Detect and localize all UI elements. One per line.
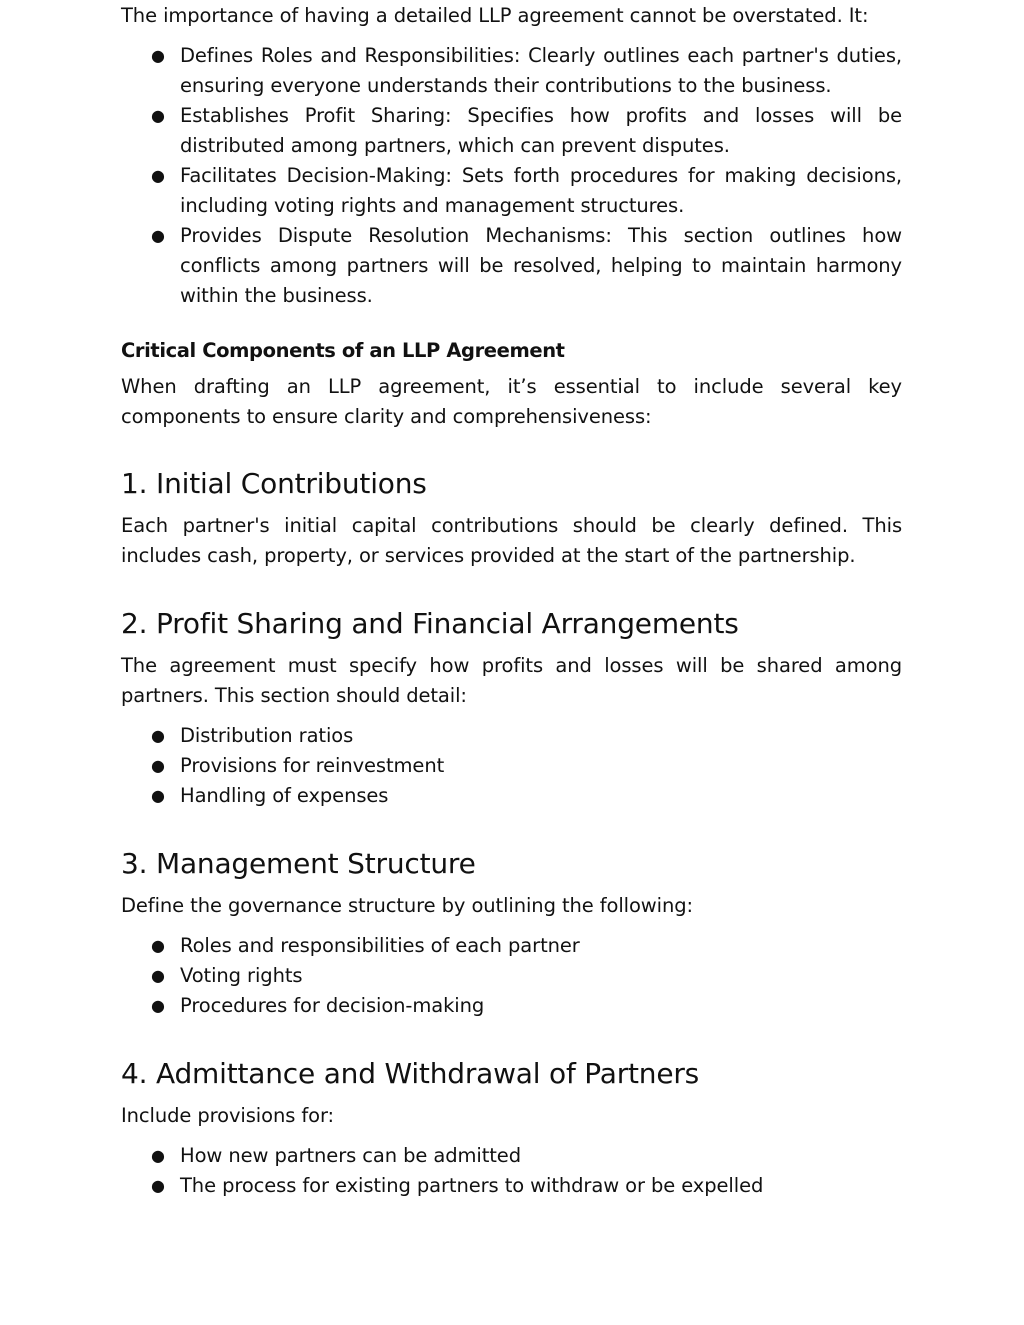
list-item-text: Provides Dispute Resolution Mechanisms: This section outlines how conflicts among partners will be resolved, helping to maintain harmony within the business. <box>180 224 902 307</box>
critical-components-heading: Critical Components of an LLP Agreement <box>121 339 565 362</box>
section-paragraph-admittance-withdrawal: Include provisions for: <box>121 1104 335 1127</box>
bullet-icon: ● <box>151 936 165 955</box>
section-paragraph-management-structure: Define the governance structure by outlining the following: <box>121 894 693 917</box>
section-heading-initial-contributions: 1. Initial Contributions <box>121 467 427 500</box>
list-item-text: Establishes Profit Sharing: Specifies how profits and losses will be distributed among partners, which can prevent disputes. <box>180 104 902 157</box>
list-item <box>121 41 902 101</box>
list-item-text: How new partners can be admitted <box>180 1144 521 1167</box>
list-item-text: Voting rights <box>180 964 303 987</box>
management-structure-list <box>121 931 902 1021</box>
importance-list <box>121 41 902 311</box>
bullet-icon: ● <box>151 996 165 1015</box>
list-item-text: Provisions for reinvestment <box>180 754 445 777</box>
section-heading-profit-sharing: 2. Profit Sharing and Financial Arrangements <box>121 607 739 640</box>
bullet-icon: ● <box>151 166 165 185</box>
section-paragraph-profit-sharing: The agreement must specify how profits and losses will be shared among partners. This section should detail: <box>121 654 902 707</box>
list-item <box>121 1171 902 1201</box>
list-item-text: Facilitates Decision-Making: Sets forth procedures for making decisions, including voting rights and management structures. <box>180 164 902 217</box>
list-item <box>121 751 902 781</box>
intro-paragraph: The importance of having a detailed LLP agreement cannot be overstated. It: <box>121 4 869 27</box>
section-paragraph-initial-contributions: Each partner's initial capital contributions should be clearly defined. This includes cash, property, or services provided at the start of the partnership. <box>121 514 902 567</box>
critical-components-paragraph: When drafting an LLP agreement, it’s essential to include several key components to ensure clarity and comprehensiveness: <box>121 375 902 428</box>
bullet-icon: ● <box>151 1146 165 1165</box>
list-item <box>121 991 902 1021</box>
list-item <box>121 221 902 311</box>
list-item-text: Defines Roles and Responsibilities: Clearly outlines each partner's duties, ensuring everyone understands their contributions to the business. <box>180 44 902 97</box>
list-item <box>121 161 902 221</box>
list-item-text: Procedures for decision-making <box>180 994 485 1017</box>
list-item <box>121 781 902 811</box>
list-item <box>121 721 902 751</box>
list-item <box>121 961 902 991</box>
bullet-icon: ● <box>151 226 165 245</box>
bullet-icon: ● <box>151 106 165 125</box>
list-item <box>121 101 902 161</box>
list-item-text: Roles and responsibilities of each partner <box>180 934 580 957</box>
bullet-icon: ● <box>151 756 165 775</box>
list-item-text: The process for existing partners to withdraw or be expelled <box>180 1174 764 1197</box>
list-item <box>121 931 902 961</box>
bullet-icon: ● <box>151 46 165 65</box>
profit-sharing-list <box>121 721 902 811</box>
bullet-icon: ● <box>151 966 165 985</box>
section-heading-admittance-withdrawal: 4. Admittance and Withdrawal of Partners <box>121 1057 700 1090</box>
bullet-icon: ● <box>151 786 165 805</box>
bullet-icon: ● <box>151 726 165 745</box>
list-item-text: Handling of expenses <box>180 784 389 807</box>
section-heading-management-structure: 3. Management Structure <box>121 847 476 880</box>
bullet-icon: ● <box>151 1176 165 1195</box>
admittance-withdrawal-list <box>121 1141 902 1201</box>
list-item-text: Distribution ratios <box>180 724 354 747</box>
list-item <box>121 1141 902 1171</box>
